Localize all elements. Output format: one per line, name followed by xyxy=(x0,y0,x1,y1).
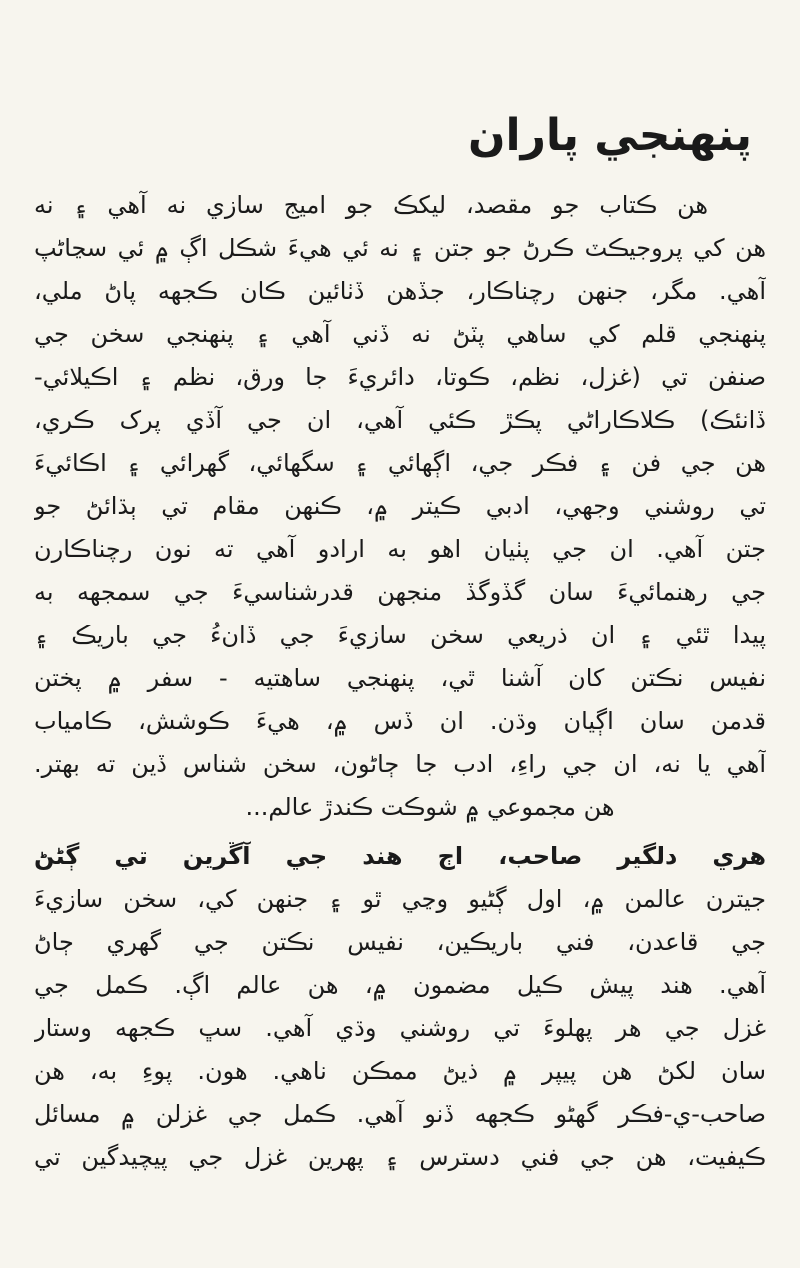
text-line: هن مجموعي ۾ شوڪت ڪندڙ عالم... xyxy=(245,793,615,821)
text-line: ڪيفيت، هن جي فني دسترس ۽ پهرين غزل جي پيچيدگين تي xyxy=(34,1143,766,1171)
text-line: هري دلگير صاحب، اڄ هند جي آڱرين تي ڳڻڻ xyxy=(34,842,766,870)
text-line: آهي يا نه، ان جي راءِ، ادب جا ڄاڻون، سخن شناس ڏين ته بهتر. xyxy=(34,750,766,778)
text-line: آهي. مگر، جنهن رچناڪار، جڏهن ڏٺائين ڪان ڪجهه پاڻ ملي، xyxy=(34,277,766,305)
text-line: نفيس نڪتن کان آشنا ٿي، پنهنجي ساهتيه - سفر ۾ پختن xyxy=(34,664,766,692)
text-line: پيدا ٿئي ۽ ان ذريعي سخن سازيءَ جي ڏانءُ جي باريڪ ۽ xyxy=(34,621,766,649)
text-line: پنهنجي قلم کي ساهي پٽڻ نه ڏني آهي ۽ پنهنجي سخن جي xyxy=(34,320,766,348)
paragraph-2 xyxy=(34,835,766,1179)
text-line: تي روشني وجهي، ادبي ڪيتر ۾، ڪنهن مقام تي ٻڌائڻ جو xyxy=(34,492,766,520)
text-line: آهي. هند پيش ڪيل مضمون ۾، هن عالم اڳ. ڪمل جي xyxy=(34,971,766,999)
text-line: غزل جي هر پهلوءَ تي روشني وڌي آهي. سڀ ڪجهه وستار xyxy=(34,1014,766,1042)
text-line: صاحب-ي-فڪر گهڻو ڪجهه ڏنو آهي. ڪمل جي غزلن ۾ مسائل xyxy=(34,1100,766,1128)
text-line: هن کي پروجيڪٽ ڪرڻ جو جتن ۽ نه ئي هيءَ شڪل اڳ ۾ ئي سڃاڻپ xyxy=(34,234,766,262)
text-line: جي رهنمائيءَ سان گڏوگڏ منجهن قدرشناسيءَ جي سمجهه به xyxy=(34,578,766,606)
text-line: صنفن تي (غزل، نظم، ڪوتا، دائريءَ جا ورق، نظم ۽ اڪيلائي- xyxy=(34,363,766,391)
page-title: پنهنجي پاران xyxy=(467,110,752,161)
text-line: ڏانئڪ) ڪلاڪاراڻي پڪڙ ڪئي آهي، ان جي آڏي پرک ڪري، xyxy=(34,406,766,434)
paragraph-1 xyxy=(34,184,766,829)
text-line: هن ڪتاب جو مقصد، ليکڪ جو اميج سازي نه آهي ۽ نه xyxy=(34,191,708,219)
text-line: جتن آهي. ان جي پٺيان اهو به ارادو آهي ته نون رچناڪارن xyxy=(34,535,766,563)
text-line: هن جي فن ۽ فڪر جي، اڳهائي ۽ سگهائي، گهرائي ۽ اڪائيءَ xyxy=(34,449,766,477)
text-line: قدمن سان اڳيان وڌن. ان ڏس ۾، هيءَ ڪوشش، ڪامياب xyxy=(34,707,766,735)
text-line: سان لکڻ هن پيپر ۾ ذيڻ ممڪن ناهي. هون. پوءِ به، هن xyxy=(34,1057,766,1085)
text-line: جي قاعدن، فني باريڪين، نفيس نڪتن جي گهري ڄاڻ xyxy=(34,928,766,956)
text-line: جيترن عالمن ۾، اول ڳڻيو وڃي ٿو ۽ جنهن کي، سخن سازيءَ xyxy=(34,885,766,913)
